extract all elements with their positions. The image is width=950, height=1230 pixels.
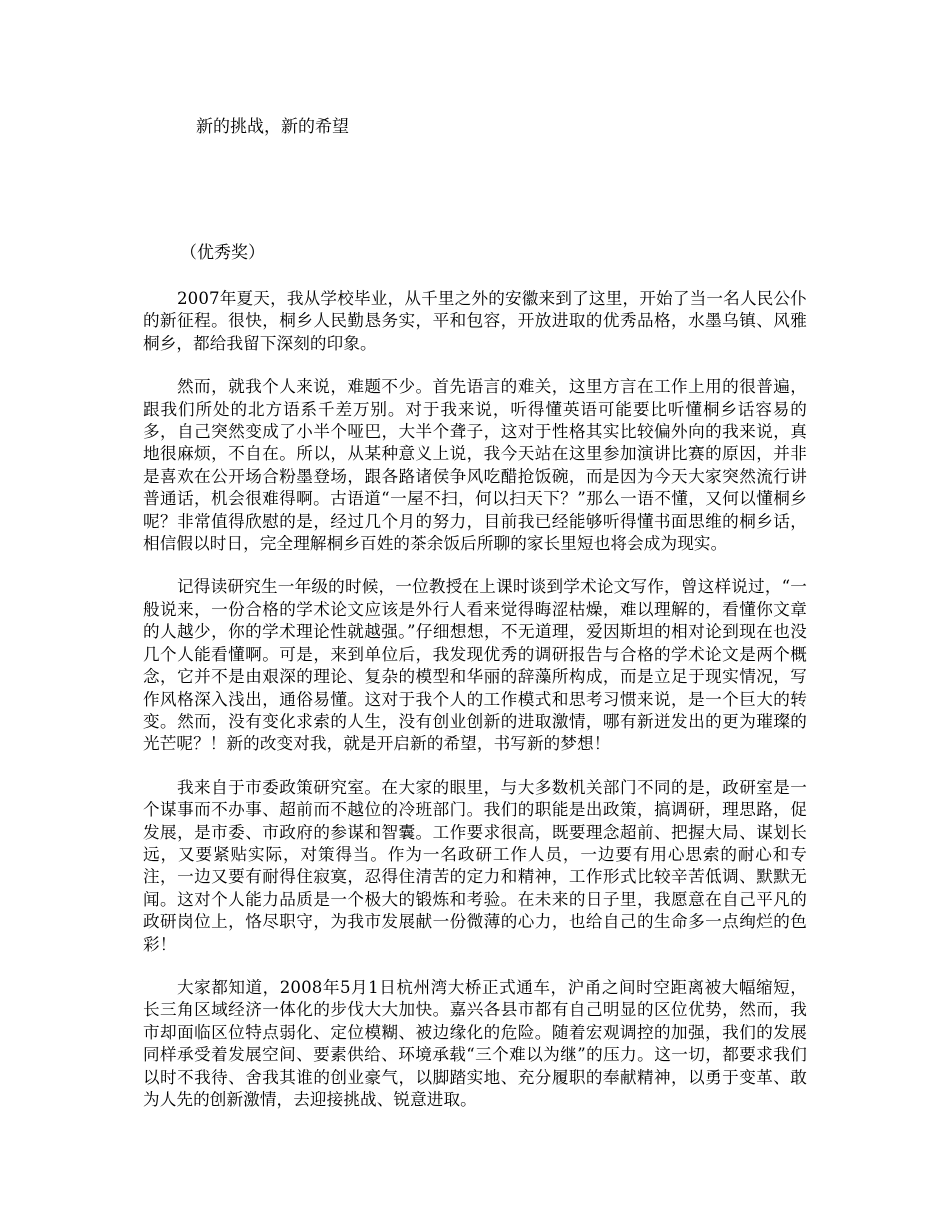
document-title: 新的挑战，新的希望 — [196, 117, 349, 137]
award-label: （优秀奖） — [180, 243, 265, 263]
document-body — [143, 288, 807, 1132]
paragraph: 2007年夏天，我从学校毕业，从千里之外的安徽来到了这里，开始了当一名人民公仆的新征程。很快，桐乡人民勤恳务实，平和包容，开放进取的优秀品格，水墨乌镇、风雅桐乡，都给我留下深刻的印象。 — [143, 289, 807, 353]
paragraph: 然而，就我个人来说，难题不少。首先语言的难关，这里方言在工作上用的很普遍，跟我们所处的北方语系千差万别。对于我来说，听得懂英语可能要比听懂桐乡话容易的多，自己突然变成了小半个哑巴，大半个聋子，这对于性格其实比较偏外向的我来说，真地很麻烦，不自在。所以，从某种意义上说，我今天站在这里参加演讲比赛的原因，并非是喜欢在公开场合粉墨登场，跟各路诸侯争风吃醋抢饭碗，而是因为今天大家突然流行讲普通话，机会很难得啊。古语道“一屋不扫，何以扫天下？”那么一语不懂，又何以懂桐乡呢？非常值得欣慰的是，经过几个月的努力，目前我已经能够听得懂书面思维的桐乡话，相信假以时日，完全理解桐乡百姓的茶余饭后所聊的家长里短也将会成为现实。 — [143, 377, 807, 554]
paragraph: 大家都知道，2008年5月1日杭州湾大桥正式通车，沪甬之间时空距离被大幅缩短，长三角区域经济一体化的步伐大大加快。嘉兴各县市都有自己明显的区位优势，然而，我市却面临区位特点弱化、定位模糊、被边缘化的危险。随着宏观调控的加强，我们的发展同样承受着发展空间、要素供给、环境承载“三个难以为继”的压力。这一切，都要求我们以时不我待、舍我其谁的创业豪气，以脚踏实地、充分履职的奉献精神，以勇于变革、敢为人先的创新激情，去迎接挑战、锐意进取。 — [143, 977, 807, 1109]
paragraph: 记得读研究生一年级的时候，一位教授在上课时谈到学术论文写作，曾这样说过，“一般说来，一份合格的学术论文应该是外行人看来觉得晦涩枯燥，难以理解的，看懂你文章的人越少，你的学术理论性就越强。”仔细想想，不无道理，爱因斯坦的相对论到现在也没几个人能看懂啊。可是，来到单位后，我发现优秀的调研报告与合格的学术论文是两个概念，它并不是由艰深的理论、复杂的模型和华丽的辞藻所构成，而是立足于现实情况，写作风格深入浅出，通俗易懂。这对于我个人的工作模式和思考习惯来说，是一个巨大的转变。然而，没有变化求索的人生，没有创业创新的进取激情，哪有新迸发出的更为璀璨的光芒呢？！新的改变对我，就是开启新的希望，书写新的梦想！ — [143, 577, 807, 754]
paragraph: 我来自于市委政策研究室。在大家的眼里，与大多数机关部门不同的是，政研室是一个谋事而不办事、超前而不越位的冷班部门。我们的职能是出政策，搞调研，理思路，促发展，是市委、市政府的参谋和智囊。工作要求很高，既要理念超前、把握大局、谋划长远，又要紧贴实际，对策得当。作为一名政研工作人员，一边要有用心思索的耐心和专注，一边又要有耐得住寂寞，忍得住清苦的定力和精神，工作形式比较辛苦低调、默默无闻。这对个人能力品质是一个极大的锻炼和考验。在未来的日子里，我愿意在自己平凡的政研岗位上，恪尽职守，为我市发展献一份微薄的心力，也给自己的生命多一点绚烂的色彩！ — [143, 777, 807, 954]
